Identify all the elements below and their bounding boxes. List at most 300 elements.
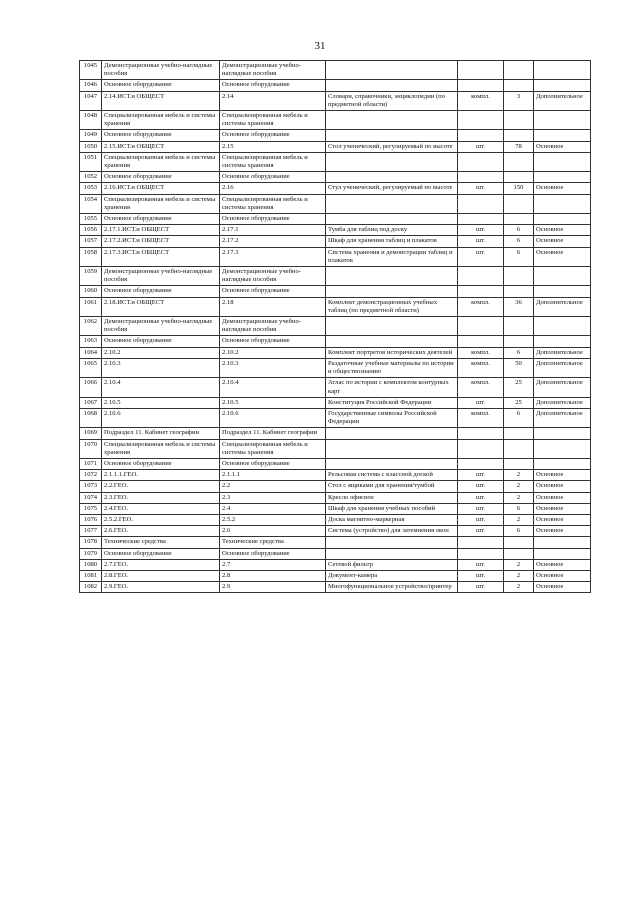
item-name-cell: Доска магнитно-маркерная <box>326 514 458 525</box>
row-number-cell: 1048 <box>80 111 102 130</box>
quantity-cell: 36 <box>504 297 534 316</box>
table-row <box>80 503 591 514</box>
table-row <box>80 172 591 183</box>
item-name-cell <box>326 80 458 91</box>
item-code-cell: Основное оборудование <box>102 458 220 469</box>
unit-cell <box>458 428 504 439</box>
item-name-cell: Рельсовая система с классной доской <box>326 470 458 481</box>
table-row <box>80 247 591 266</box>
row-number-cell: 1058 <box>80 247 102 266</box>
equipment-table <box>79 60 591 593</box>
quantity-cell: 6 <box>504 503 534 514</box>
equipment-type-cell: Дополнительное <box>534 378 591 397</box>
table-row <box>80 236 591 247</box>
quantity-cell <box>504 130 534 141</box>
table-row <box>80 225 591 236</box>
row-number-cell: 1062 <box>80 317 102 336</box>
item-name-cell <box>326 439 458 458</box>
equipment-type-cell <box>534 428 591 439</box>
unit-cell <box>458 214 504 225</box>
unit-cell: шт. <box>458 503 504 514</box>
item-name-cell: Государственные символы Российской Федерации <box>326 408 458 427</box>
table-row <box>80 214 591 225</box>
unit-cell: шт. <box>458 225 504 236</box>
table-row <box>80 141 591 152</box>
quantity-cell <box>504 439 534 458</box>
section-code-cell: Основное оборудование <box>220 214 326 225</box>
row-number-cell: 1065 <box>80 358 102 377</box>
item-name-cell <box>326 428 458 439</box>
unit-cell <box>458 439 504 458</box>
unit-cell: шт. <box>458 481 504 492</box>
unit-cell <box>458 336 504 347</box>
item-name-cell: Комплект демонстрационных учебных таблиц (по предметной области) <box>326 297 458 316</box>
equipment-type-cell: Дополнительное <box>534 91 591 110</box>
row-number-cell: 1075 <box>80 503 102 514</box>
item-name-cell: Раздаточные учебные материалы по истории и обществознанию <box>326 358 458 377</box>
row-number-cell: 1049 <box>80 130 102 141</box>
section-code-cell: 2.17.2 <box>220 236 326 247</box>
item-code-cell: 2.7.ГЕО. <box>102 559 220 570</box>
section-code-cell: 2.10.2 <box>220 347 326 358</box>
quantity-cell <box>504 214 534 225</box>
quantity-cell <box>504 537 534 548</box>
unit-cell <box>458 130 504 141</box>
item-code-cell: 2.17.3.ИСТ.и ОБЩЕСТ <box>102 247 220 266</box>
item-code-cell: 2.8.ГЕО. <box>102 570 220 581</box>
table-row <box>80 286 591 297</box>
item-name-cell: Тумба для таблиц под доску <box>326 225 458 236</box>
item-code-cell: Основное оборудование <box>102 286 220 297</box>
equipment-type-cell <box>534 130 591 141</box>
table-row <box>80 80 591 91</box>
row-number-cell: 1046 <box>80 80 102 91</box>
item-name-cell <box>326 458 458 469</box>
table-row <box>80 194 591 213</box>
item-name-cell: Конституция Российской Федерации <box>326 397 458 408</box>
table-row <box>80 548 591 559</box>
equipment-type-cell: Основное <box>534 225 591 236</box>
item-code-cell: 2.10.5 <box>102 397 220 408</box>
unit-cell: шт. <box>458 236 504 247</box>
quantity-cell: 2 <box>504 559 534 570</box>
unit-cell: компл. <box>458 408 504 427</box>
unit-cell <box>458 152 504 171</box>
item-name-cell: Стол с ящиками для хранения/тумбой <box>326 481 458 492</box>
table-row <box>80 408 591 427</box>
equipment-type-cell <box>534 336 591 347</box>
row-number-cell: 1063 <box>80 336 102 347</box>
unit-cell: шт. <box>458 526 504 537</box>
section-code-cell: 2.15 <box>220 141 326 152</box>
section-code-cell: 2.14 <box>220 91 326 110</box>
item-name-cell: Документ-камера <box>326 570 458 581</box>
quantity-cell: 2 <box>504 514 534 525</box>
item-name-cell <box>326 61 458 80</box>
table-row <box>80 470 591 481</box>
item-name-cell: Система (устройство) для затемнения окон <box>326 526 458 537</box>
quantity-cell <box>504 267 534 286</box>
quantity-cell <box>504 152 534 171</box>
unit-cell: шт. <box>458 183 504 194</box>
table-row <box>80 358 591 377</box>
item-name-cell <box>326 130 458 141</box>
table-row <box>80 397 591 408</box>
row-number-cell: 1080 <box>80 559 102 570</box>
section-code-cell: Демонстрационные учебно-наглядные пособия <box>220 61 326 80</box>
table-row <box>80 537 591 548</box>
quantity-cell <box>504 548 534 559</box>
section-code-cell: 2.10.4 <box>220 378 326 397</box>
item-code-cell: Основное оборудование <box>102 548 220 559</box>
equipment-type-cell: Основное <box>534 526 591 537</box>
row-number-cell: 1070 <box>80 439 102 458</box>
unit-cell <box>458 548 504 559</box>
equipment-type-cell: Основное <box>534 481 591 492</box>
item-code-cell: 2.6.ГЕО. <box>102 526 220 537</box>
equipment-type-cell: Дополнительное <box>534 408 591 427</box>
section-code-cell: Технические средства <box>220 537 326 548</box>
equipment-type-cell <box>534 214 591 225</box>
item-code-cell: 2.3.ГЕО. <box>102 492 220 503</box>
equipment-type-cell <box>534 439 591 458</box>
quantity-cell: 6 <box>504 347 534 358</box>
unit-cell: шт. <box>458 559 504 570</box>
quantity-cell <box>504 80 534 91</box>
row-number-cell: 1074 <box>80 492 102 503</box>
unit-cell: шт. <box>458 582 504 593</box>
section-code-cell: 2.9 <box>220 582 326 593</box>
item-code-cell: 2.18.ИСТ.и ОБЩЕСТ <box>102 297 220 316</box>
table-row <box>80 336 591 347</box>
item-code-cell: Основное оборудование <box>102 172 220 183</box>
table-row <box>80 61 591 80</box>
table-row <box>80 183 591 194</box>
equipment-type-cell <box>534 61 591 80</box>
item-code-cell: 2.10.4 <box>102 378 220 397</box>
quantity-cell: 6 <box>504 247 534 266</box>
quantity-cell: 78 <box>504 141 534 152</box>
section-code-cell: 2.16 <box>220 183 326 194</box>
row-number-cell: 1047 <box>80 91 102 110</box>
table-row <box>80 347 591 358</box>
equipment-type-cell: Основное <box>534 470 591 481</box>
row-number-cell: 1045 <box>80 61 102 80</box>
table-row <box>80 559 591 570</box>
item-code-cell: 2.10.6 <box>102 408 220 427</box>
quantity-cell <box>504 428 534 439</box>
section-code-cell: 2.1.1.1 <box>220 470 326 481</box>
unit-cell <box>458 286 504 297</box>
item-code-cell: Специализированная мебель и системы хранения <box>102 152 220 171</box>
quantity-cell: 3 <box>504 91 534 110</box>
item-name-cell: Стол ученический, регулируемый по высоте <box>326 141 458 152</box>
unit-cell: компл. <box>458 91 504 110</box>
row-number-cell: 1050 <box>80 141 102 152</box>
equipment-type-cell: Основное <box>534 514 591 525</box>
row-number-cell: 1064 <box>80 347 102 358</box>
equipment-type-cell <box>534 172 591 183</box>
table-row <box>80 526 591 537</box>
section-code-cell: Демонстрационные учебно-наглядные пособия <box>220 267 326 286</box>
quantity-cell: 2 <box>504 570 534 581</box>
unit-cell <box>458 537 504 548</box>
section-code-cell: Специализированная мебель и системы хранения <box>220 439 326 458</box>
item-name-cell <box>326 336 458 347</box>
section-code-cell: Основное оборудование <box>220 130 326 141</box>
unit-cell: шт. <box>458 247 504 266</box>
item-code-cell: Основное оборудование <box>102 214 220 225</box>
item-code-cell: Основное оборудование <box>102 336 220 347</box>
table-row <box>80 130 591 141</box>
row-number-cell: 1076 <box>80 514 102 525</box>
equipment-type-cell: Дополнительное <box>534 347 591 358</box>
equipment-type-cell <box>534 80 591 91</box>
quantity-cell <box>504 172 534 183</box>
unit-cell <box>458 267 504 286</box>
table-row <box>80 458 591 469</box>
item-code-cell: Подраздел 11. Кабинет географии <box>102 428 220 439</box>
equipment-type-cell <box>534 537 591 548</box>
item-code-cell: 2.5.2.ГЕО. <box>102 514 220 525</box>
table-row <box>80 570 591 581</box>
unit-cell <box>458 111 504 130</box>
row-number-cell: 1067 <box>80 397 102 408</box>
item-code-cell: 2.9.ГЕО. <box>102 582 220 593</box>
item-name-cell: Атлас по истории с комплектом контурных карт <box>326 378 458 397</box>
table-row <box>80 91 591 110</box>
item-code-cell: Специализированная мебель и системы хранения <box>102 194 220 213</box>
table-row <box>80 582 591 593</box>
quantity-cell: 6 <box>504 236 534 247</box>
row-number-cell: 1068 <box>80 408 102 427</box>
equipment-type-cell: Дополнительное <box>534 358 591 377</box>
table-row <box>80 439 591 458</box>
item-name-cell <box>326 317 458 336</box>
section-code-cell: Специализированная мебель и системы хранения <box>220 111 326 130</box>
quantity-cell: 6 <box>504 225 534 236</box>
item-code-cell: 2.4.ГЕО. <box>102 503 220 514</box>
equipment-type-cell <box>534 111 591 130</box>
row-number-cell: 1051 <box>80 152 102 171</box>
row-number-cell: 1066 <box>80 378 102 397</box>
section-code-cell: Основное оборудование <box>220 80 326 91</box>
unit-cell <box>458 317 504 336</box>
item-code-cell: Технические средства <box>102 537 220 548</box>
item-name-cell: Кресло офисное <box>326 492 458 503</box>
section-code-cell: Основное оборудование <box>220 548 326 559</box>
section-code-cell: 2.6 <box>220 526 326 537</box>
section-code-cell: 2.7 <box>220 559 326 570</box>
item-code-cell: 2.17.1.ИСТ.и ОБЩЕСТ <box>102 225 220 236</box>
item-code-cell: 2.16.ИСТ.и ОБЩЕСТ <box>102 183 220 194</box>
unit-cell: компл. <box>458 358 504 377</box>
item-name-cell <box>326 152 458 171</box>
equipment-type-cell <box>534 194 591 213</box>
unit-cell <box>458 61 504 80</box>
section-code-cell: 2.10.5 <box>220 397 326 408</box>
item-name-cell: Комплект портретов исторических деятелей <box>326 347 458 358</box>
row-number-cell: 1082 <box>80 582 102 593</box>
unit-cell: шт. <box>458 514 504 525</box>
row-number-cell: 1081 <box>80 570 102 581</box>
equipment-type-cell: Основное <box>534 570 591 581</box>
table-row <box>80 297 591 316</box>
equipment-type-cell <box>534 317 591 336</box>
item-code-cell: Основное оборудование <box>102 80 220 91</box>
table-row <box>80 428 591 439</box>
item-name-cell: Система хранения и демонстрации таблиц и плакатов <box>326 247 458 266</box>
section-code-cell: Основное оборудование <box>220 286 326 297</box>
table-row <box>80 481 591 492</box>
quantity-cell: 25 <box>504 378 534 397</box>
item-code-cell: Специализированная мебель и системы хранения <box>102 111 220 130</box>
equipment-type-cell: Основное <box>534 247 591 266</box>
item-name-cell <box>326 194 458 213</box>
item-code-cell: 2.1.1.1.ГЕО. <box>102 470 220 481</box>
item-name-cell: Шкаф для хранения таблиц и плакатов <box>326 236 458 247</box>
equipment-type-cell: Основное <box>534 183 591 194</box>
equipment-type-cell: Основное <box>534 492 591 503</box>
quantity-cell: 150 <box>504 183 534 194</box>
row-number-cell: 1057 <box>80 236 102 247</box>
item-code-cell: 2.17.2.ИСТ.и ОБЩЕСТ <box>102 236 220 247</box>
item-code-cell: Демонстрационные учебно-наглядные пособия <box>102 317 220 336</box>
quantity-cell <box>504 336 534 347</box>
section-code-cell: Основное оборудование <box>220 172 326 183</box>
section-code-cell: Основное оборудование <box>220 336 326 347</box>
row-number-cell: 1071 <box>80 458 102 469</box>
equipment-type-cell: Дополнительное <box>534 297 591 316</box>
quantity-cell <box>504 194 534 213</box>
section-code-cell: Основное оборудование <box>220 458 326 469</box>
page-number: 31 <box>314 40 326 52</box>
item-name-cell <box>326 172 458 183</box>
item-code-cell: 2.2.ГЕО. <box>102 481 220 492</box>
table-row <box>80 111 591 130</box>
unit-cell: компл. <box>458 297 504 316</box>
section-code-cell: 2.17.1 <box>220 225 326 236</box>
row-number-cell: 1055 <box>80 214 102 225</box>
section-code-cell: Демонстрационные учебно-наглядные пособия <box>220 317 326 336</box>
table-row <box>80 267 591 286</box>
equipment-type-cell <box>534 548 591 559</box>
quantity-cell: 6 <box>504 526 534 537</box>
section-code-cell: 2.3 <box>220 492 326 503</box>
table-body <box>80 61 591 593</box>
row-number-cell: 1073 <box>80 481 102 492</box>
row-number-cell: 1072 <box>80 470 102 481</box>
quantity-cell: 25 <box>504 397 534 408</box>
item-code-cell: 2.14.ИСТ.и ОБЩЕСТ <box>102 91 220 110</box>
section-code-cell: 2.10.3 <box>220 358 326 377</box>
item-code-cell: 2.10.3 <box>102 358 220 377</box>
row-number-cell: 1060 <box>80 286 102 297</box>
row-number-cell: 1056 <box>80 225 102 236</box>
section-code-cell: 2.8 <box>220 570 326 581</box>
item-code-cell: Демонстрационные учебно-наглядные пособия <box>102 267 220 286</box>
quantity-cell: 2 <box>504 481 534 492</box>
unit-cell <box>458 458 504 469</box>
quantity-cell: 6 <box>504 408 534 427</box>
unit-cell <box>458 194 504 213</box>
equipment-type-cell: Основное <box>534 559 591 570</box>
item-code-cell: Специализированная мебель и системы хранения <box>102 439 220 458</box>
item-code-cell: Демонстрационные учебно-наглядные пособия <box>102 61 220 80</box>
section-code-cell: 2.4 <box>220 503 326 514</box>
quantity-cell <box>504 286 534 297</box>
equipment-type-cell: Основное <box>534 141 591 152</box>
quantity-cell: 2 <box>504 470 534 481</box>
table-row <box>80 152 591 171</box>
row-number-cell: 1079 <box>80 548 102 559</box>
item-code-cell: Основное оборудование <box>102 130 220 141</box>
row-number-cell: 1069 <box>80 428 102 439</box>
equipment-type-cell: Основное <box>534 503 591 514</box>
equipment-type-cell <box>534 458 591 469</box>
equipment-type-cell <box>534 286 591 297</box>
item-name-cell <box>326 548 458 559</box>
item-name-cell <box>326 267 458 286</box>
item-name-cell <box>326 214 458 225</box>
row-number-cell: 1053 <box>80 183 102 194</box>
quantity-cell <box>504 458 534 469</box>
unit-cell: шт. <box>458 492 504 503</box>
item-name-cell <box>326 286 458 297</box>
section-code-cell: Специализированная мебель и системы хранения <box>220 194 326 213</box>
row-number-cell: 1054 <box>80 194 102 213</box>
quantity-cell <box>504 111 534 130</box>
table-row <box>80 492 591 503</box>
equipment-type-cell: Дополнительное <box>534 397 591 408</box>
quantity-cell: 50 <box>504 358 534 377</box>
unit-cell: компл. <box>458 347 504 358</box>
equipment-type-cell <box>534 152 591 171</box>
row-number-cell: 1078 <box>80 537 102 548</box>
table-row <box>80 514 591 525</box>
quantity-cell <box>504 317 534 336</box>
equipment-type-cell: Основное <box>534 236 591 247</box>
quantity-cell: 2 <box>504 582 534 593</box>
equipment-type-cell: Основное <box>534 582 591 593</box>
table-row <box>80 317 591 336</box>
row-number-cell: 1059 <box>80 267 102 286</box>
section-code-cell: Специализированная мебель и системы хранения <box>220 152 326 171</box>
item-name-cell: Словари, справочники, энциклопедии (по предметной области) <box>326 91 458 110</box>
item-name-cell: Стул ученический, регулируемый по высоте <box>326 183 458 194</box>
unit-cell: шт. <box>458 397 504 408</box>
item-code-cell: 2.15.ИСТ.и ОБЩЕСТ <box>102 141 220 152</box>
unit-cell: шт. <box>458 570 504 581</box>
quantity-cell: 2 <box>504 492 534 503</box>
unit-cell: шт. <box>458 141 504 152</box>
equipment-type-cell <box>534 267 591 286</box>
section-code-cell: 2.5.2 <box>220 514 326 525</box>
unit-cell <box>458 80 504 91</box>
item-name-cell: Многофункциональное устройство/принтер <box>326 582 458 593</box>
unit-cell: компл. <box>458 378 504 397</box>
item-name-cell <box>326 111 458 130</box>
item-name-cell: Шкаф для хранения учебных пособий <box>326 503 458 514</box>
section-code-cell: 2.17.3 <box>220 247 326 266</box>
section-code-cell: 2.10.6 <box>220 408 326 427</box>
section-code-cell: 2.2 <box>220 481 326 492</box>
table-row <box>80 378 591 397</box>
item-name-cell: Сетевой фильтр <box>326 559 458 570</box>
quantity-cell <box>504 61 534 80</box>
item-name-cell <box>326 537 458 548</box>
section-code-cell: Подраздел 11. Кабинет географии <box>220 428 326 439</box>
